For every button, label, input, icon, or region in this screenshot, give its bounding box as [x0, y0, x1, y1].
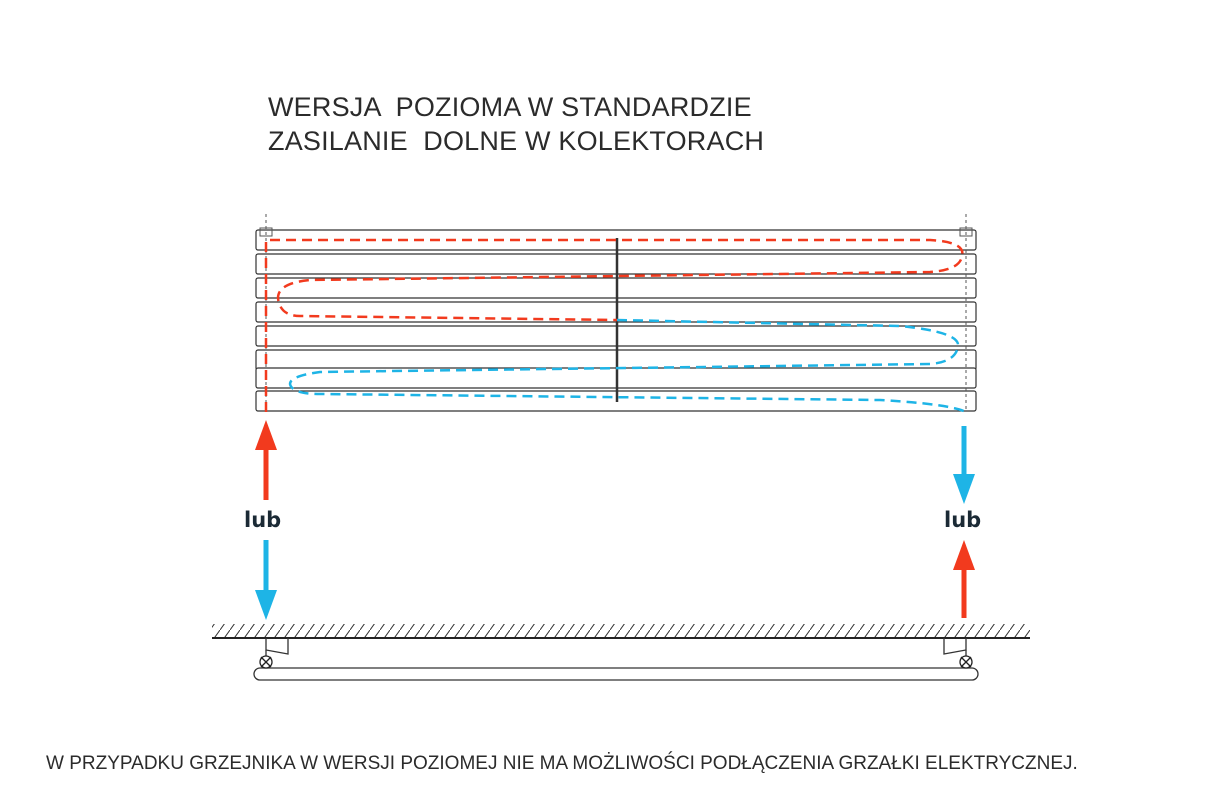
right-bracket	[944, 638, 966, 654]
left-or-label: lub	[244, 508, 282, 532]
valve-symbols	[260, 656, 972, 668]
floor-hatch	[212, 624, 1030, 638]
right-or-label: lub	[944, 508, 982, 532]
right-blue-arrow-head	[953, 474, 975, 504]
right-red-arrow-head	[953, 540, 975, 570]
radiator-side-tube	[254, 668, 978, 680]
radiator-side-view	[254, 638, 978, 680]
footer-note: W PRZYPADKU GRZEJNIKA W WERSJI POZIOMEJ NIE MA MOŻLIWOŚCI PODŁĄCZENIA GRZAŁKI ELEKTRYCZNEJ.	[46, 753, 1078, 774]
floor-section	[212, 624, 1030, 638]
left-bracket	[266, 638, 288, 654]
left-red-arrow-head	[255, 420, 277, 450]
diagram-title-line-1: WERSJA POZIOMA W STANDARDZIE	[268, 92, 752, 122]
left-blue-arrow-head	[255, 590, 277, 620]
diagram-title-line-2: ZASILANIE DOLNE W KOLEKTORACH	[268, 126, 765, 156]
